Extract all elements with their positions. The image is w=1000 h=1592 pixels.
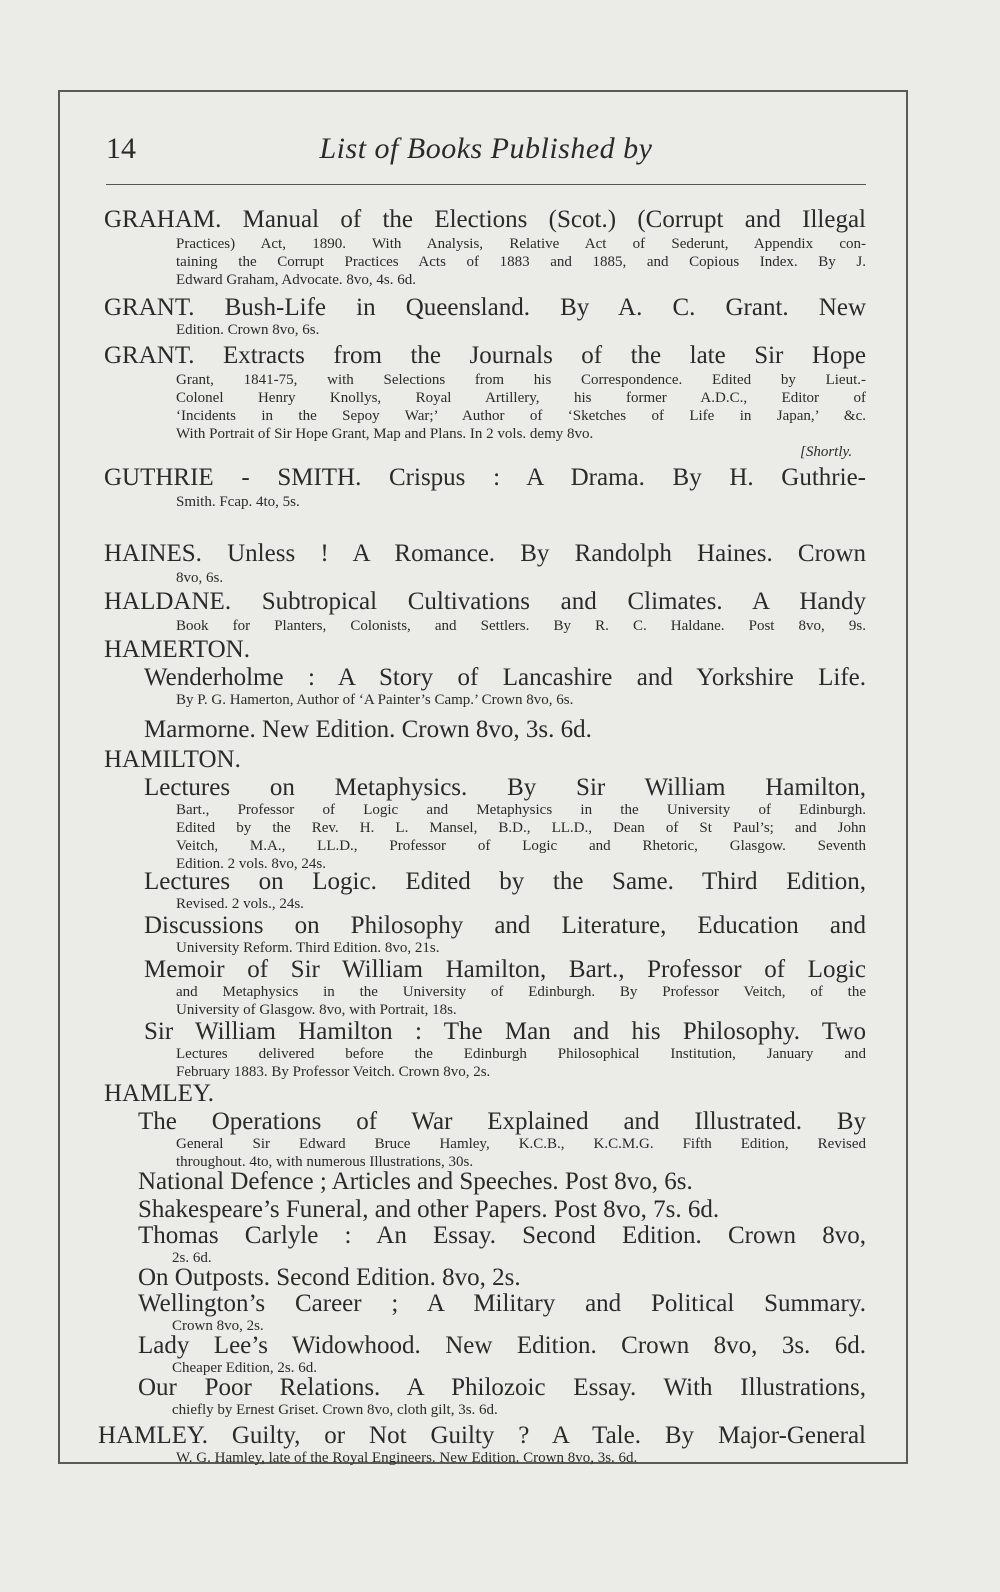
entry-title-line: National Defence ; Articles and Speeches. Post 8vo, 6s. xyxy=(138,1168,693,1195)
entry-title-line: Shakespeare’s Funeral, and other Papers. Post 8vo, 7s. 6d. xyxy=(138,1196,720,1223)
entry-title-line: Lectures on Metaphysics. By Sir William Hamilton, xyxy=(144,774,866,801)
entry-title-line: Sir William Hamilton : The Man and his Philosophy. Two xyxy=(144,1018,866,1045)
entry-detail-line: By P. G. Hamerton, Author of ‘A Painter’s Camp.’ Crown 8vo, 6s. xyxy=(176,692,574,708)
entry-detail-line: taining the Corrupt Practices Acts of 1883 and 1885, and Copious Index. By J. xyxy=(176,254,866,270)
entry-detail-line: Grant, 1841-75, with Selections from his Correspondence. Edited by Lieut.- xyxy=(176,372,866,388)
entry-detail-line: Book for Planters, Colonists, and Settlers. By R. C. Haldane. Post 8vo, 9s. xyxy=(176,618,866,634)
entry-detail-line: Edition. 2 vols. 8vo, 24s. xyxy=(176,856,327,872)
entry-detail-line: Veitch, M.A., LL.D., Professor of Logic and Rhetoric, Glasgow. Seventh xyxy=(176,838,866,854)
entry-title-line: HAINES. Unless ! A Romance. By Randolph Haines. Crown xyxy=(104,540,866,567)
entry-detail-line: Colonel Henry Knollys, Royal Artillery, his former A.D.C., Editor of xyxy=(176,390,866,406)
entry-detail-line: Cheaper Edition, 2s. 6d. xyxy=(172,1360,317,1376)
entry-title-line: HAMERTON. xyxy=(104,636,250,663)
entry-detail-line: throughout. 4to, with numerous Illustrations, 30s. xyxy=(176,1154,474,1170)
entry-title-line: Wenderholme : A Story of Lancashire and Yorkshire Life. xyxy=(144,664,866,691)
entry-detail-line: Edited by the Rev. H. L. Mansel, B.D., LL.D., Dean of St Paul’s; and John xyxy=(176,820,866,836)
entry-title-line: HALDANE. Subtropical Cultivations and Climates. A Handy xyxy=(104,588,866,615)
entry-title-line: Lady Lee’s Widowhood. New Edition. Crown 8vo, 3s. 6d. xyxy=(138,1332,866,1359)
entry-title-line: HAMLEY. xyxy=(104,1080,214,1107)
entry-detail-line: [Shortly. xyxy=(800,444,853,460)
entry-title-line: The Operations of War Explained and Illustrated. By xyxy=(138,1108,866,1135)
entry-detail-line: ‘Incidents in the Sepoy War;’ Author of ‘Sketches of Life in Japan,’ &c. xyxy=(176,408,866,424)
entry-title-line: Wellington’s Career ; A Military and Political Summary. xyxy=(138,1290,866,1317)
page-number: 14 xyxy=(106,132,136,165)
entry-detail-line: Revised. 2 vols., 24s. xyxy=(176,896,304,912)
entry-detail-line: Smith. Fcap. 4to, 5s. xyxy=(176,494,300,510)
entry-title-line: Our Poor Relations. A Philozoic Essay. With Illustrations, xyxy=(138,1374,866,1401)
entry-detail-line: Edward Graham, Advocate. 8vo, 4s. 6d. xyxy=(176,272,416,288)
entry-title-line: HAMLEY. Guilty, or Not Guilty ? A Tale. By Major-General xyxy=(98,1422,866,1449)
entry-title-line: Lectures on Logic. Edited by the Same. Third Edition, xyxy=(144,868,866,895)
page-header xyxy=(106,126,866,186)
entry-title-line: GRANT. Extracts from the Journals of the late Sir Hope xyxy=(104,342,866,369)
entry-detail-line: Edition. Crown 8vo, 6s. xyxy=(176,322,320,338)
entry-title-line: Thomas Carlyle : An Essay. Second Edition. Crown 8vo, xyxy=(138,1222,866,1249)
entry-detail-line: University Reform. Third Edition. 8vo, 21s. xyxy=(176,940,440,956)
entry-title-line: GRAHAM. Manual of the Elections (Scot.) (Corrupt and Illegal xyxy=(104,206,866,233)
entry-detail-line: With Portrait of Sir Hope Grant, Map and Plans. In 2 vols. demy 8vo. xyxy=(176,426,594,442)
entry-detail-line: Bart., Professor of Logic and Metaphysics in the University of Edinburgh. xyxy=(176,802,866,818)
entry-title-line: On Outposts. Second Edition. 8vo, 2s. xyxy=(138,1264,521,1291)
running-title: List of Books Published by xyxy=(319,132,653,165)
header-rule xyxy=(106,184,866,185)
entry-detail-line: W. G. Hamley, late of the Royal Engineers. New Edition. Crown 8vo, 3s. 6d. xyxy=(176,1450,638,1466)
entry-title-line: Memoir of Sir William Hamilton, Bart., Professor of Logic xyxy=(144,956,866,983)
entry-title-line: GUTHRIE - SMITH. Crispus : A Drama. By H. Guthrie- xyxy=(104,464,866,491)
entry-detail-line: February 1883. By Professor Veitch. Crown 8vo, 2s. xyxy=(176,1064,491,1080)
entry-detail-line: General Sir Edward Bruce Hamley, K.C.B., K.C.M.G. Fifth Edition, Revised xyxy=(176,1136,866,1152)
entry-detail-line: University of Glasgow. 8vo, with Portrait, 18s. xyxy=(176,1002,457,1018)
entry-title-line: Discussions on Philosophy and Literature, Education and xyxy=(144,912,866,939)
entry-detail-line: Practices) Act, 1890. With Analysis, Relative Act of Sederunt, Appendix con- xyxy=(176,236,866,252)
entry-detail-line: Lectures delivered before the Edinburgh Philosophical Institution, January and xyxy=(176,1046,866,1062)
entry-title-line: HAMILTON. xyxy=(104,746,241,773)
entry-title-line: Marmorne. New Edition. Crown 8vo, 3s. 6d. xyxy=(144,716,592,743)
entry-title-line: GRANT. Bush-Life in Queensland. By A. C. Grant. New xyxy=(104,294,866,321)
entry-detail-line: Crown 8vo, 2s. xyxy=(172,1318,264,1334)
entry-detail-line: 8vo, 6s. xyxy=(176,570,224,586)
entry-detail-line: 2s. 6d. xyxy=(172,1250,212,1266)
entry-detail-line: and Metaphysics in the University of Edinburgh. By Professor Veitch, of the xyxy=(176,984,866,1000)
entry-detail-line: chiefly by Ernest Griset. Crown 8vo, cloth gilt, 3s. 6d. xyxy=(172,1402,498,1418)
